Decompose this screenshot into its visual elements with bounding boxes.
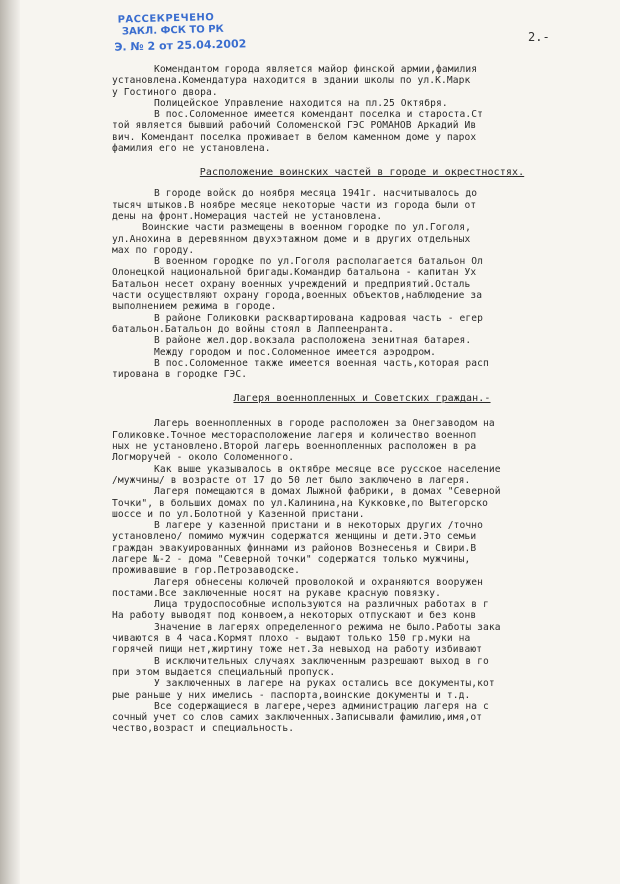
text-line: фамилия его не установлена. <box>112 143 271 155</box>
section-heading-camps: Лагеря военнопленных и Советских граждан.- <box>233 393 491 405</box>
text-line: /мужчины/ в возрасте от 17 до 50 лет было заключено в лагеря. <box>112 474 471 486</box>
stamp-line-1: РАССЕКРЕЧЕНО <box>117 12 215 26</box>
text-line: В военном городке по ул.Гоголя располагается батальон Ол <box>154 256 484 268</box>
text-line: В лагере у казенной пристани и в некоторых других /точно <box>154 520 484 532</box>
text-line: Между городом и пос.Соломенное имеется аэродром. <box>154 346 437 358</box>
text-line: постами.Все заключенные носят на рукаве красную повязку. <box>112 587 442 599</box>
text-line: шоссе и по ул.Болотной у Казенной пристани. <box>112 508 365 520</box>
text-line: Лагеря обнесены колючей проволокой и охраняются вооружен <box>154 576 484 588</box>
stamp-line-2: ЗАКЛ. ФСК ТО РК <box>121 23 224 38</box>
text-line: В районе жел.дор.вокзала расположена зенитная батарея. <box>154 335 472 347</box>
declassification-stamp <box>114 9 319 54</box>
text-line: В пос.Соломенное имеется комендант поселка и староста.Ст <box>154 109 484 121</box>
text-line: чество,возраст и специальность. <box>112 723 295 735</box>
text-line: рые раньше у них имелись - паспорта,воинские документы и т.д. <box>112 689 471 701</box>
text-line: у Гостиного двора. <box>112 86 218 98</box>
text-line: В исключительных случаях заключенным разрешают выход в го <box>154 655 489 667</box>
text-line: тирована в городке ГЭС. <box>112 369 248 381</box>
scan-edge-shadow <box>0 0 20 884</box>
text-line: Комендантом города является майор финской армии,фамилия <box>154 64 478 75</box>
text-line: ных не установлено.Второй лагерь военнопленных расположен в ра <box>112 441 477 453</box>
text-line: У заключенных в лагере на руках остались все документы,кот <box>154 678 495 690</box>
text-line: Точки", в больших домах по ул.Калинина,на Кукковке,по Вытегорско <box>112 497 489 509</box>
text-line: Как выше указывалось в октябре месяце все русское население <box>154 463 501 475</box>
text-line: части осуществляют охрану города,военных объектов,наблюдение за <box>112 290 483 302</box>
text-line: Воинские части размещены в военном городке по ул.Гоголя, <box>142 222 472 234</box>
document-body <box>112 64 612 735</box>
section-heading-military-units: Расположение воинских частей в городе и окрестностях. <box>199 167 525 179</box>
text-line: сочный учет со слов самих заключенных.Записывали фамилию,имя,от <box>112 712 483 724</box>
paragraph-troops <box>112 188 612 256</box>
text-line: батальон.Батальон до войны стоял в Лаппеенранта. <box>112 323 395 335</box>
text-line: проживавшие в гор.Петрозаводске. <box>112 565 301 577</box>
text-line: Логморучей - около Соломенного. <box>112 452 295 464</box>
text-line: вич. Комендант поселка проживает в белом каменном доме у парох <box>112 131 477 143</box>
text-line: дены на фронт.Номерация частей не установлена. <box>112 210 383 222</box>
text-line: В городе войск до ноября месяца 1941г. насчитывалось до <box>154 188 478 200</box>
stamp-line-3: Э. № 2 от 25.04.2002 <box>114 37 247 54</box>
text-line: Все содержащиеся в лагере,через администрацию лагеря на с <box>154 700 489 712</box>
text-line: тысяч штыков.В ноябре месяце некоторые части из города были от <box>112 199 477 211</box>
paragraph-garrison <box>112 256 612 380</box>
paragraph-police <box>112 98 612 154</box>
text-line: чиваются в 4 часа.Кормят плохо - выдают только 150 гр.муки на <box>112 633 471 645</box>
paragraph-civilian-camps <box>112 464 612 735</box>
text-line: Голиковке.Точное месторасположение лагеря и количество военноп <box>112 429 477 441</box>
text-line: Лица трудоспособные используются на различных работах в г <box>154 599 489 611</box>
text-line: при этом выдается специальный пропуск. <box>112 666 336 678</box>
text-line: Олонецкой национальной бригады.Командир батальона - капитан Ух <box>112 267 477 279</box>
text-line: установлено/ помимо мужчин содержатся женщины и дети.Это семьи <box>112 531 477 543</box>
page-number: 2.- <box>528 30 550 44</box>
text-line: В районе Голиковки расквартирована кадровая часть - егер <box>154 312 484 324</box>
text-line: Полицейское Управление находится на пл.25 Октября. <box>154 97 448 109</box>
text-line: Значение в лагерях определенного режима не было.Работы зака <box>154 621 501 633</box>
paragraph-commandant <box>112 64 612 98</box>
text-line: той является бывший рабочий Соломенской ГЭС РОМАНОВ Аркадий Ив <box>112 120 477 132</box>
text-line: ул.Анохина в деревянном двухэтажном доме и в других отдельных <box>112 233 471 245</box>
text-line: В пос.Соломенное также имеется военная часть,которая расп <box>154 357 489 369</box>
text-line: мах по городу. <box>112 244 195 256</box>
text-line: горячей пищи нет,жиртину тоже нет.За невыход на работу избивают <box>112 644 483 656</box>
text-line: Батальон несет охрану военных учреждений и предприятий.Осталь <box>112 278 471 290</box>
text-line: граждан эвакуированных финнами из районов Вознесенья и Свири.В <box>112 542 477 554</box>
text-line: Лагеря помещаются в домах Лыжной фабрики, в домах "Северной <box>154 486 501 498</box>
paragraph-pow-camp <box>112 418 612 463</box>
text-line: установлена.Комендатура находится в здании школы по ул.К.Марк <box>112 75 471 87</box>
text-line: Лагерь военнопленных в городе расположен за Онегзаводом на <box>154 418 495 430</box>
text-line: На работу выводят под конвоем,а некоторых отпускают и без конв <box>112 610 477 622</box>
text-line: лагере №-2 - дома "Северной точки" содержатся только мужчины, <box>112 553 471 565</box>
text-line: выполнением режима в городе. <box>112 301 277 313</box>
